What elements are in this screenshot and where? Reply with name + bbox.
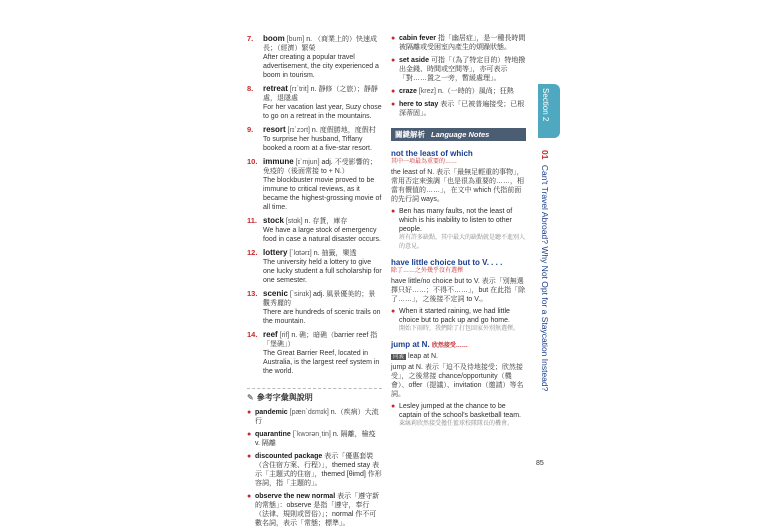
example-sentence: The university held a lottery to give one lucky student a full scholarship for one semester. (263, 259, 382, 284)
pronunciation: [ɪˋmjun] (295, 159, 320, 166)
note-example (391, 402, 526, 429)
note-example-text: Lesley jumped at the chance to be captain of the school's basketball team. (399, 403, 521, 419)
bullet-icon: ● (391, 88, 396, 95)
note-synonym (391, 352, 526, 362)
bullet-icon: ● (391, 35, 396, 42)
vocab-entry (247, 84, 382, 121)
page-number: 85 (536, 460, 544, 467)
pronunciation: [stɑk] (285, 218, 303, 225)
supplementary-title: 參考字彙與說明 (256, 393, 313, 402)
supplementary-item (391, 100, 526, 118)
section-tab (538, 84, 560, 138)
note-example-translation: 班有許多缺點，其中最大的缺點就是聽不進別人的意見。 (399, 235, 526, 250)
supp-text: 表示「優惠套裝（含住宿方案、行程）」，themed stay 表示「主題式的住宿」，themed [θimd] 作形容詞，指「主題的」。 (255, 453, 382, 487)
note-example-translation: 開始下雨時，我們除了打包回家外別無選擇。 (399, 326, 520, 332)
vocab-entry (247, 216, 382, 244)
notes-header-en: Language Notes (431, 130, 490, 139)
example-sentence: The Great Barrier Reef, located in Australia, is the largest reef system in the world. (263, 350, 380, 375)
supplementary-item (247, 408, 382, 426)
note-subtitle: 欣然接受…… (431, 343, 468, 349)
vocab-list (247, 34, 382, 376)
bullet-icon: ● (391, 308, 396, 315)
pronunciation: [krez] (418, 88, 436, 95)
note-subtitle: 除了……之外幾乎沒有選擇 (391, 268, 464, 274)
definition: 風景優美的；景觀秀麗的 (263, 291, 376, 307)
supplementary-item (247, 492, 382, 528)
example-sentence: For her vacation last year, Suzy chose to go on a retreat in the mountains. (263, 104, 382, 120)
bullet-icon: ● (391, 403, 396, 410)
section-tab-label: Section 2 (541, 88, 550, 122)
entry-number: 12. (247, 248, 258, 257)
supp-word: pandemic (255, 409, 288, 416)
note-phrase-text: jump at N. (391, 340, 430, 349)
pronunciation: [bum] (286, 36, 305, 43)
pronunciation: [rif] (279, 332, 290, 339)
vocab-word: resort (263, 125, 286, 134)
article-number: 01 (540, 150, 550, 160)
supplementary-item (391, 34, 526, 52)
supplementary-item (391, 56, 526, 83)
definition: （商業上的）快速成長；（經濟）繁榮 (263, 36, 377, 52)
supp-word: craze (399, 88, 417, 95)
pronunciation: [ˋkwɔrən͵tin] (292, 431, 331, 438)
note-synonym-text: leap at N. (408, 353, 438, 360)
vocab-entry (247, 125, 382, 153)
note-phrase (391, 340, 526, 351)
entry-number: 8. (247, 84, 254, 93)
article-title-text: Can't Travel Abroad? Why Not Opt for a Staycation Instead? (540, 164, 550, 392)
note-example-text: Ben has many faults, not the least of which is his inability to listen to other people. (399, 208, 513, 233)
vocab-word: reef (263, 330, 278, 339)
pronunciation: [rɪˋzɔrt] (287, 127, 310, 134)
supp-word: observe the new normal (255, 493, 336, 500)
part-of-speech: adj. (321, 159, 333, 166)
note-example-text: When it started raining, we had little choice but to pack up and go home. (399, 308, 510, 324)
definition: 存貨，庫存 (312, 218, 348, 225)
note-body: jump at N. 表示「迫不及待地接受；欣然接受」，之後常接 chance/opportunity（機會）、offer（提議）、invitation（邀請）等名詞。 (391, 364, 524, 398)
entry-number: 9. (247, 125, 254, 134)
bullet-icon: ● (247, 453, 252, 460)
left-column (247, 34, 382, 532)
supp-text: n.（疾病）大流行 (255, 409, 379, 425)
supp-text: 表示「遵守新的常態」：observe 是指「遵守，奉行（法律、規則或習俗）」；normal 作不可數名詞，表示「常態；標準」。 (255, 493, 380, 527)
supp-text: 表示「已被普遍接受；已根深蒂固」。 (399, 101, 525, 117)
part-of-speech: n. (291, 332, 298, 339)
supplementary-item (247, 430, 382, 448)
pronunciation: [ˋlɑtərɪ] (289, 250, 312, 257)
example-sentence: The blockbuster movie proved to be immune to critical reviews, as it became the highest-grossing movie of all time. (263, 177, 382, 211)
vocab-word: lottery (263, 248, 288, 257)
supp-word: quarantine (255, 431, 291, 438)
supp-word: discounted package (255, 453, 323, 460)
definition: 靜修（之旅）；靜靜處，退隱處 (263, 86, 378, 102)
pronunciation: [pænˋdɛmɪk] (289, 409, 329, 416)
entry-number: 13. (247, 289, 258, 298)
note-body: the least of N. 表示「最無足輕重的事物」，常用否定來強調「也是很為重要的……，相當有價值的……」，在文中 which 代指前面的先行詞 ways。 (391, 169, 524, 203)
note-example (391, 207, 526, 252)
supp-word: cabin fever (399, 35, 436, 42)
vocab-entry (247, 330, 382, 376)
vocab-entry (247, 157, 382, 212)
note-example (391, 307, 526, 334)
note-entry (391, 340, 526, 429)
supp-word: set aside (399, 57, 429, 64)
vocab-entry (247, 248, 382, 285)
bullet-icon: ● (391, 57, 396, 64)
synonym-tag: 同義 (393, 354, 405, 360)
note-phrase: not the least of which (391, 149, 473, 158)
bullet-icon: ● (391, 208, 396, 215)
supplementary-item (391, 87, 526, 96)
supp-text: 指「幽居症」，是一種長時間被隔離或受困室內產生的煩躁狀態。 (399, 35, 526, 51)
supp-word: here to stay (399, 101, 439, 108)
entry-number: 11. (247, 216, 258, 225)
example-sentence: There are hundreds of scenic trails on the mountain. (263, 309, 381, 325)
entry-number: 10. (247, 157, 258, 166)
part-of-speech: n. (310, 86, 317, 93)
vocab-word: boom (263, 34, 285, 43)
pronunciation: [ˋsinɪk] (289, 291, 312, 298)
definition: 不受影響的；免疫的（後面常接 to + N.） (263, 159, 377, 175)
note-example-translation: 萊絲莉欣然接受擔任籃球校隊隊長的機會。 (399, 421, 514, 427)
vocab-word: stock (263, 216, 284, 225)
supp-text: n. 隔離，檢疫 v. 隔離 (255, 431, 376, 447)
vocab-word: retreat (263, 84, 288, 93)
bullet-icon: ● (247, 493, 252, 500)
example-sentence: After creating a popular travel advertisement, the city experienced a boom in tourism. (263, 54, 379, 79)
vocab-word: scenic (263, 289, 288, 298)
supp-text: 可指「（為了特定目的）特地撥出金錢、時間或空間等」，亦可表示「對……置之一旁，暫緩處理」。 (399, 57, 526, 82)
definition: 礁；暗礁（barrier reef 指「堡礁」） (263, 332, 378, 348)
notes-header-cn: 關鍵解析 (395, 130, 425, 139)
note-body: have little/no choice but to V. 表示「別無選擇只好……；不得不……」，but 在此指「除了……」，之後接不定詞 to V.。 (391, 278, 526, 303)
note-entry (391, 258, 526, 334)
entry-number: 7. (247, 34, 254, 43)
pronunciation: [rɪˋtrit] (289, 86, 309, 93)
definition: 抽籤，樂透 (321, 250, 357, 257)
part-of-speech: n. (311, 127, 318, 134)
part-of-speech: adj. (312, 291, 325, 298)
bullet-icon: ● (391, 101, 396, 108)
vocab-entry (247, 34, 382, 80)
entry-number: 14. (247, 330, 258, 339)
note-subtitle: 其中一項最為重要的…… (391, 159, 458, 165)
example-sentence: To surprise her husband, Tiffany booked a room at a five-star resort. (263, 136, 372, 152)
part-of-speech: n. (304, 218, 311, 225)
supplementary-item (247, 452, 382, 488)
part-of-speech: n. (306, 36, 313, 43)
bullet-icon: ● (247, 431, 252, 438)
example-sentence: We have a large stock of emergency food in case a natural disaster occurs. (263, 227, 381, 243)
definition: 度假勝地，度假村 (319, 127, 376, 134)
language-notes-header (391, 128, 526, 141)
note-phrase: have little choice but to V. . . . (391, 258, 503, 267)
vocab-entry (247, 289, 382, 326)
supp-text: n.（一時的）風尚；狂熱 (437, 88, 514, 95)
bullet-icon: ● (247, 409, 252, 416)
right-column (391, 34, 526, 433)
supplementary-heading (247, 388, 382, 402)
part-of-speech: n. (313, 250, 320, 257)
note-entry (391, 149, 526, 252)
pencil-icon: ✎ (247, 393, 254, 402)
vocab-word: immune (263, 157, 294, 166)
article-title (540, 150, 550, 391)
